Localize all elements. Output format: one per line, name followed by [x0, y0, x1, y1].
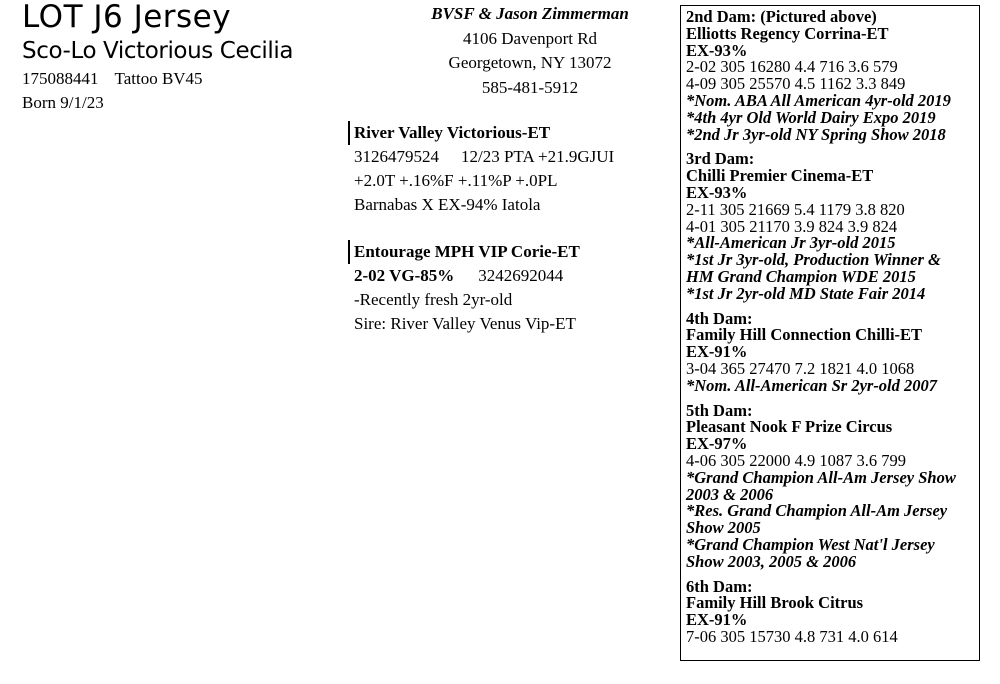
dam-sire: Sire: River Valley Venus Vip-ET: [348, 312, 576, 336]
dam-classification: 2-02 VG-85%: [354, 266, 455, 285]
production-record: 4-06 305 22000 4.9 1087 3.6 799: [686, 450, 906, 470]
production-record: 7-06 305 15730 4.8 731 4.0 614: [686, 626, 898, 646]
consignor-block: [380, 2, 680, 100]
honor: *1st Jr 3yr-old, Production Winner &: [686, 250, 941, 270]
sire-block: [348, 121, 620, 217]
honor: HM Grand Champion WDE 2015: [686, 266, 916, 286]
dam-label: 2nd Dam: (Pictured above): [686, 7, 877, 26]
dam-name: Family Hill Brook Citrus: [686, 593, 864, 613]
honor: *Nom. All-American Sr 2yr-old 2007: [686, 375, 938, 395]
dam-section-4th: [686, 308, 979, 395]
honor: 2003 & 2006: [686, 484, 774, 504]
honor: *1st Jr 2yr-old MD State Fair 2014: [686, 283, 926, 303]
registration-line: [22, 68, 203, 89]
production-record: 4-09 305 25570 4.5 1162 3.3 849: [686, 74, 906, 94]
animal-name: Sco-Lo Victorious Cecilia: [22, 38, 294, 64]
sire-genomics: [348, 145, 614, 169]
tattoo: Tattoo BV45: [114, 69, 203, 88]
production-record: 2-02 305 16280 4.4 716 3.6 579: [686, 57, 898, 77]
dam-name: Entourage MPH VIP Corie-ET: [354, 242, 580, 261]
consignor-address: 4106 Davenport Rd: [462, 28, 598, 48]
dam-score: EX-93%: [686, 40, 748, 60]
dam-section-5th: [686, 400, 979, 571]
dam-score: EX-91%: [686, 610, 748, 630]
sire-traits: +2.0T +.16%F +.11%P +.0PL: [348, 169, 614, 193]
production-record: 2-11 305 21669 5.4 1179 3.8 820: [686, 199, 905, 219]
sire-reg: 3126479524: [354, 147, 439, 166]
honor: *Grand Champion West Nat'l Jersey: [686, 534, 935, 554]
honor: *All-American Jr 3yr-old 2015: [686, 233, 896, 253]
consignor-city: Georgetown, NY 13072: [448, 53, 612, 72]
dam-reg: 3242692044: [478, 266, 564, 285]
dam-score: EX-93%: [686, 182, 748, 202]
honor: Show 2003, 2005 & 2006: [686, 551, 857, 571]
lot-title: LOT J6 Jersey: [22, 0, 232, 35]
production-record: 4-01 305 21170 3.9 824 3.9 824: [686, 216, 898, 236]
honor: Show 2005: [686, 518, 761, 538]
honor: *4th 4yr Old World Dairy Expo 2019: [686, 107, 936, 127]
dam-name: Family Hill Connection Chilli-ET: [686, 325, 923, 345]
dam-label: 4th Dam:: [686, 308, 753, 328]
sire-pedigree: Barnabas X EX-94% Iatola: [348, 193, 614, 217]
dam-note: -Recently fresh 2yr-old: [348, 288, 576, 312]
sire-name: River Valley Victorious-ET: [354, 123, 551, 142]
birth-date: Born 9/1/23: [22, 93, 104, 112]
dam-classification-line: [348, 264, 576, 288]
dam-name: Chilli Premier Cinema-ET: [686, 166, 874, 186]
dam-name: Elliotts Regency Corrina-ET: [686, 23, 889, 43]
dam-score: EX-91%: [686, 342, 748, 362]
registration-number: 175088441: [22, 69, 99, 88]
dam-name: Pleasant Nook F Prize Circus: [686, 417, 893, 437]
sire-pta: 12/23 PTA +21.9GJUI: [461, 147, 615, 166]
consignor-phone: 585-481-5912: [481, 77, 579, 97]
production-record: 3-04 365 27470 7.2 1821 4.0 1068: [686, 358, 915, 378]
dam-label: 3rd Dam:: [686, 149, 755, 169]
dam-score: EX-97%: [686, 434, 748, 454]
honor: *Res. Grand Champion All-Am Jersey: [686, 501, 948, 521]
dam-section-2nd: [686, 9, 979, 143]
dam-block: [348, 240, 582, 336]
dam-label: 5th Dam:: [686, 400, 753, 420]
consignor-name: BVSF & Jason Zimmerman: [431, 4, 629, 23]
dam-label: 6th Dam:: [686, 576, 753, 596]
dam-section-6th: [686, 576, 979, 646]
honor: *2nd Jr 3yr-old NY Spring Show 2018: [686, 124, 946, 144]
maternal-line-box: [680, 5, 980, 661]
honor: *Grand Champion All-Am Jersey Show: [686, 467, 956, 487]
dam-section-3rd: [686, 151, 979, 302]
honor: *Nom. ABA All American 4yr-old 2019: [686, 90, 951, 110]
